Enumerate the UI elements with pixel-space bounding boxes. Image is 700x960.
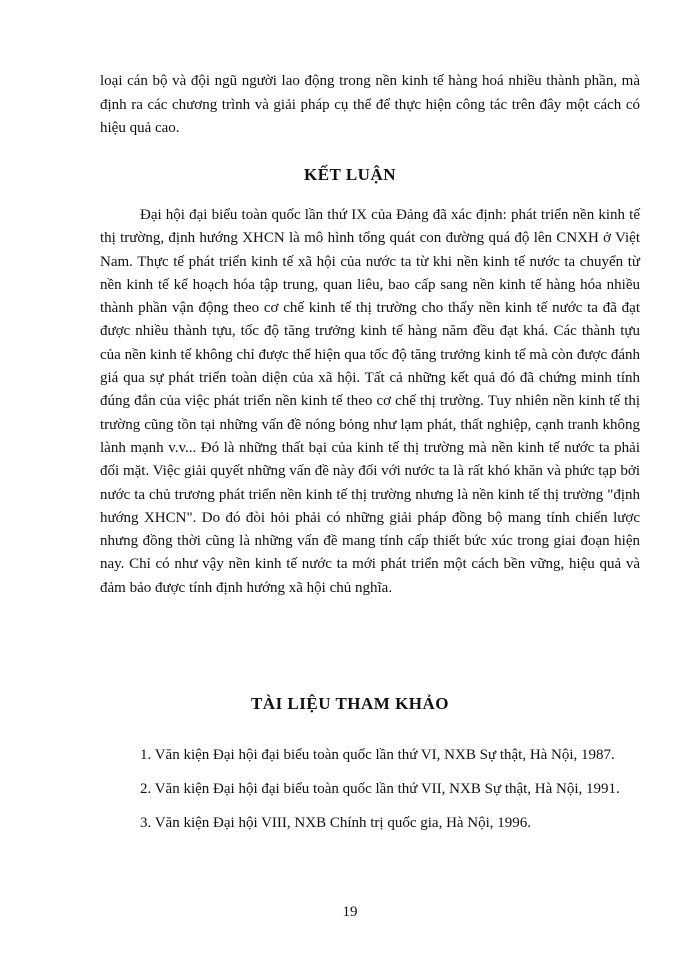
reference-item: 1. Văn kiện Đại hội đại biểu toàn quốc lần thứ VI, NXB Sự thật, Hà Nội, 1987.: [140, 747, 615, 763]
intro-paragraph: loại cán bộ và đội ngũ người lao động trong nền kinh tế hàng hoá nhiều thành phần, mà định ra các chương trình và giải pháp cụ thể để thực hiện công tác trên đây một cách có hiệu quả cao.: [100, 73, 640, 136]
conclusion-heading: KẾT LUẬN: [303, 165, 396, 184]
page-number: 19: [342, 904, 358, 920]
references-heading: TÀI LIỆU THAM KHẢO: [250, 694, 450, 713]
references-list: [100, 744, 640, 846]
conclusion-paragraph: Đại hội đại biểu toàn quốc lần thứ IX của Đảng đã xác định: phát triển nền kinh tế thị trường, định hướng XHCN là mô hình tổng quát con đường quá độ lên CNXH ở Việt Nam. Thực tế phát triển kinh tế xã hội của nước ta từ khi nền kinh tế nước ta chuyển từ nền kinh tế kế hoạch hóa tập trung, quan liêu, bao cấp sang nền kinh tế hàng hóa nhiều thành phần vận động theo cơ chế kinh tế thị trường cho thấy nền kinh tế nước ta đã đạt được nhiều thành tựu, tốc độ tăng trưởng kinh tế hàng năm đều đạt khá. Các thành tựu của nền kinh tế không chỉ được thể hiện qua tốc độ tăng trưởng kinh tế mà còn được đánh giá qua sự phát triển toàn diện của xã hội. Tất cả những kết quả đó đã chứng minh tính đúng đắn của việc phát triển nền kinh tế theo cơ chế thị trường. Tuy nhiên nền kinh tế thị trường cũng tồn tại những vấn đề nóng bỏng như lạm phát, thất nghiệp, cạnh tranh không lành mạnh v.v... Đó là những thất bại của kinh tế thị trường mà nền kinh tế nước ta phải đối mặt. Việc giải quyết những vấn đề này đối với nước ta là rất khó khăn và phức tạp bởi nước ta chủ trương phát triển nền kinh tế thị trường nhưng là nền kinh tế thị trường "định hướng XHCN". Do đó đòi hỏi phải có những giải pháp đồng bộ mang tính chiến lược nhưng đồng thời cũng là những vấn đề mang tính cấp thiết bức xúc trong giai đoạn hiện nay. Chỉ có như vậy nền kinh tế nước ta mới phát triển một cách bền vững, hiệu quả và đảm bảo được tính định hướng xã hội chủ nghĩa.: [100, 207, 640, 596]
reference-item: 3. Văn kiện Đại hội VIII, NXB Chính trị quốc gia, Hà Nội, 1996.: [140, 815, 532, 831]
reference-item: 2. Văn kiện Đại hội đại biểu toàn quốc lần thứ VII, NXB Sự thật, Hà Nội, 1991.: [140, 781, 620, 797]
